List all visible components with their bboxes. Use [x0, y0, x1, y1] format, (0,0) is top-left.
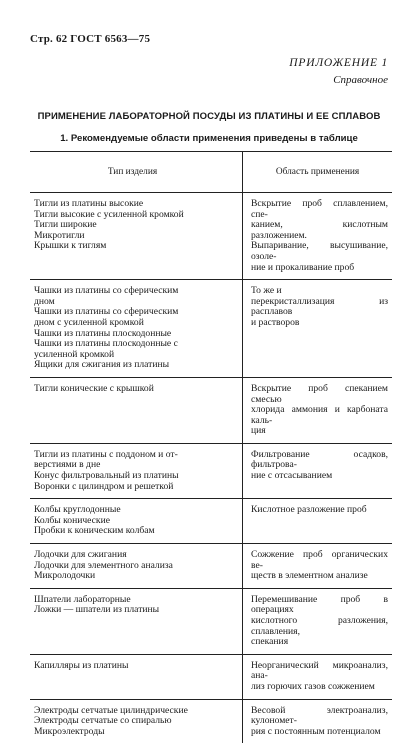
appendix-label [289, 57, 388, 86]
table-row [30, 544, 392, 589]
table-row [30, 499, 392, 544]
item-type-line: Воронки с цилиндром и решеткой [34, 482, 234, 493]
table-header-row [30, 152, 392, 193]
usage-line: и растворов [251, 318, 388, 329]
item-type-line: Тигли из платины высокие [34, 199, 234, 210]
item-type-line: Чашки из платины плоскодонные с [34, 339, 234, 350]
usage-line: Фильтрование осадков, фильтрова- [251, 450, 388, 471]
item-type-line: Пробки к коническим колбам [34, 526, 234, 537]
table-row [30, 699, 392, 743]
item-type-line: дном [34, 297, 234, 308]
usage-line: Перемешивание проб в операциях [251, 595, 388, 616]
usage-line: рия с постоянным потенциалом [251, 727, 388, 738]
table-row [30, 588, 392, 654]
usage-line: кислотного разложения, сплавления, [251, 616, 388, 637]
usage-line: спекания [251, 637, 388, 648]
item-type-line: Чашки из платины со сферическим [34, 286, 234, 297]
usage-cell [243, 443, 393, 498]
usage-line: канием, кислотным разложением. [251, 220, 388, 241]
item-type-cell [30, 377, 243, 443]
item-type-line: Тигли широкие [34, 220, 234, 231]
usage-cell [243, 654, 393, 699]
item-type-line: Чашки из платины плоскодонные [34, 329, 234, 340]
usage-line: Выпаривание, высушивание, озоле- [251, 241, 388, 262]
table-row [30, 193, 392, 280]
document-title: ПРИМЕНЕНИЕ ЛАБОРАТОРНОЙ ПОСУДЫ ИЗ ПЛАТИНЫ И ЕЕ СПЛАВОВ [0, 111, 418, 122]
table-row [30, 443, 392, 498]
usage-cell [243, 699, 393, 743]
appendix-subtitle: Справочное [289, 74, 388, 86]
item-type-line: верстиями в дне [34, 460, 234, 471]
usage-line: лиз горючих газов сожжением [251, 682, 388, 693]
item-type-cell [30, 443, 243, 498]
item-type-line: Тигли из платины с поддоном и от- [34, 450, 234, 461]
usage-cell [243, 588, 393, 654]
item-type-line: Тигли высокие с усиленной кромкой [34, 210, 234, 221]
usage-table [30, 151, 392, 743]
usage-line: Вскрытие проб спеканием смесью [251, 384, 388, 405]
item-type-cell [30, 654, 243, 699]
usage-line: ция [251, 426, 388, 437]
usage-line: ние и прокаливание проб [251, 263, 388, 274]
item-type-line: Электроды сетчатые со спиралью [34, 716, 234, 727]
item-type-cell [30, 588, 243, 654]
table-row [30, 377, 392, 443]
item-type-line: усиленной кромкой [34, 350, 234, 361]
item-type-line: Чашки из платины со сферическим [34, 307, 234, 318]
column-header-item-type: Тип изделия [30, 152, 243, 193]
table-row [30, 654, 392, 699]
item-type-line: Лодочки для элементного анализа [34, 561, 234, 572]
item-type-line: Колбы круглодонные [34, 505, 234, 516]
usage-line: Вскрытие проб сплавлением, спе- [251, 199, 388, 220]
usage-cell [243, 377, 393, 443]
item-type-line: Крышки к тиглям [34, 241, 234, 252]
usage-line: Сожжение проб органических ве- [251, 550, 388, 571]
item-type-line: Микротигли [34, 231, 234, 242]
page-header: Стр. 62 ГОСТ 6563—75 [30, 33, 150, 45]
usage-line: ние с отсасыванием [251, 471, 388, 482]
usage-line: хлорида аммония и карбоната каль- [251, 405, 388, 426]
column-header-usage: Область применения [243, 152, 393, 193]
item-type-line: Тигли конические с крышкой [34, 384, 234, 395]
usage-line: Неорганический микроанализ, ана- [251, 661, 388, 682]
table-row [30, 280, 392, 378]
usage-line: перекристаллизация из расплавов [251, 297, 388, 318]
section-heading: 1. Рекомендуемые области применения приведены в таблице [0, 133, 418, 144]
item-type-line: Капилляры из платины [34, 661, 234, 672]
item-type-cell [30, 280, 243, 378]
usage-line: То же и [251, 286, 388, 297]
usage-cell [243, 499, 393, 544]
usage-line: Кислотное разложение проб [251, 505, 388, 516]
item-type-cell [30, 193, 243, 280]
item-type-cell [30, 699, 243, 743]
item-type-line: Шпатели лабораторные [34, 595, 234, 606]
item-type-line: дном с усиленной кромкой [34, 318, 234, 329]
item-type-line: Лодочки для сжигания [34, 550, 234, 561]
table-body [30, 193, 392, 743]
item-type-cell [30, 544, 243, 589]
usage-cell [243, 193, 393, 280]
item-type-line: Электроды сетчатые цилиндрические [34, 706, 234, 717]
item-type-cell [30, 499, 243, 544]
item-type-line: Колбы конические [34, 516, 234, 527]
usage-cell [243, 544, 393, 589]
usage-line: ществ в элементном анализе [251, 571, 388, 582]
usage-line: Весовой электроанализ, кулономет- [251, 706, 388, 727]
usage-cell [243, 280, 393, 378]
item-type-line: Ложки — шпатели из платины [34, 605, 234, 616]
item-type-line: Ящики для сжигания из платины [34, 360, 234, 371]
item-type-line: Конус фильтровальный из платины [34, 471, 234, 482]
item-type-line: Микроэлектроды [34, 727, 234, 738]
appendix-title: ПРИЛОЖЕНИЕ 1 [289, 57, 388, 69]
item-type-line: Микролодочки [34, 571, 234, 582]
